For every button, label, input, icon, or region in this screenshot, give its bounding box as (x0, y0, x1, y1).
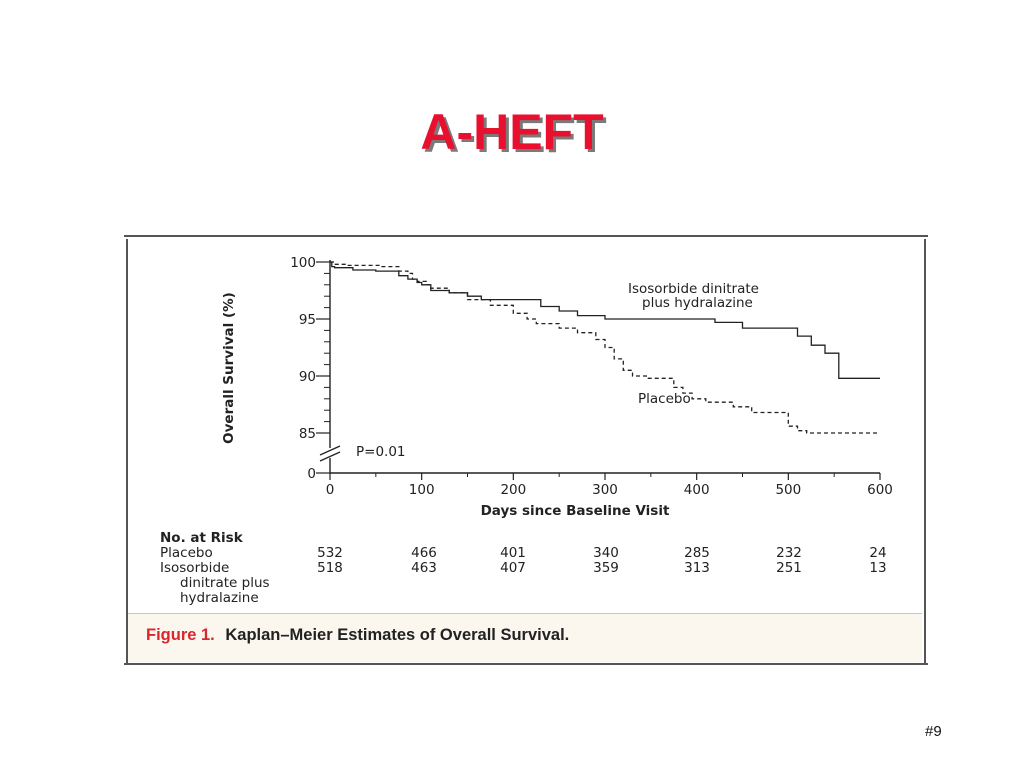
risk-table-cell: 466 (411, 545, 437, 561)
risk-table-cell: 285 (684, 545, 710, 561)
figure-caption-text: Kaplan–Meier Estimates of Overall Survival. (225, 626, 570, 644)
risk-table-cell: 407 (500, 560, 526, 576)
risk-table-cell: 251 (776, 560, 802, 576)
risk-table-cell: 532 (317, 545, 343, 561)
risk-table-cell: 24 (869, 545, 887, 561)
x-tick-label: 100 (408, 482, 435, 498)
risk-table-heading: No. at Risk (160, 530, 243, 546)
legend-label-isosorbide-line2: plus hydralazine (642, 295, 753, 311)
x-tick-label: 300 (592, 482, 618, 498)
risk-row-label: Isosorbide (160, 560, 230, 576)
risk-table-cell: 313 (684, 560, 710, 576)
y-axis-label: Overall Survival (%) (221, 292, 237, 444)
y-tick-label: 95 (298, 312, 316, 328)
x-tick-label: 500 (775, 482, 802, 498)
slide-title: A-HEFT (420, 104, 604, 160)
risk-table-cell: 232 (776, 545, 802, 561)
risk-table-cell: 518 (317, 560, 343, 576)
x-tick-label: 200 (500, 482, 527, 498)
risk-table-cell: 463 (411, 560, 437, 576)
series-line-placebo (330, 262, 880, 433)
x-axis-label: Days since Baseline Visit (480, 503, 670, 519)
risk-row-label: hydralazine (180, 590, 259, 606)
figure-caption-box (128, 613, 922, 662)
risk-table-cell: 401 (500, 545, 526, 561)
x-tick-label: 0 (325, 482, 335, 498)
risk-table-cell: 340 (593, 545, 619, 561)
y-tick-label: 0 (307, 466, 316, 482)
risk-row-label: Placebo (160, 545, 213, 561)
p-value-annotation: P=0.01 (356, 444, 406, 460)
slide-number: #9 (925, 723, 942, 740)
risk-table-cell: 359 (593, 560, 619, 576)
figure-label: Figure 1. (146, 626, 215, 644)
y-tick-label: 90 (298, 369, 316, 385)
legend-label-placebo: Placebo (638, 391, 691, 407)
x-tick-label: 400 (683, 482, 710, 498)
x-tick-label: 600 (867, 482, 893, 498)
figure-caption (146, 626, 569, 645)
y-tick-label: 100 (290, 255, 316, 271)
risk-table-cell: 13 (869, 560, 887, 576)
y-tick-label: 85 (298, 426, 316, 442)
legend-label-isosorbide-line1: Isosorbide dinitrate (628, 281, 759, 297)
risk-row-label: dinitrate plus (180, 575, 270, 591)
